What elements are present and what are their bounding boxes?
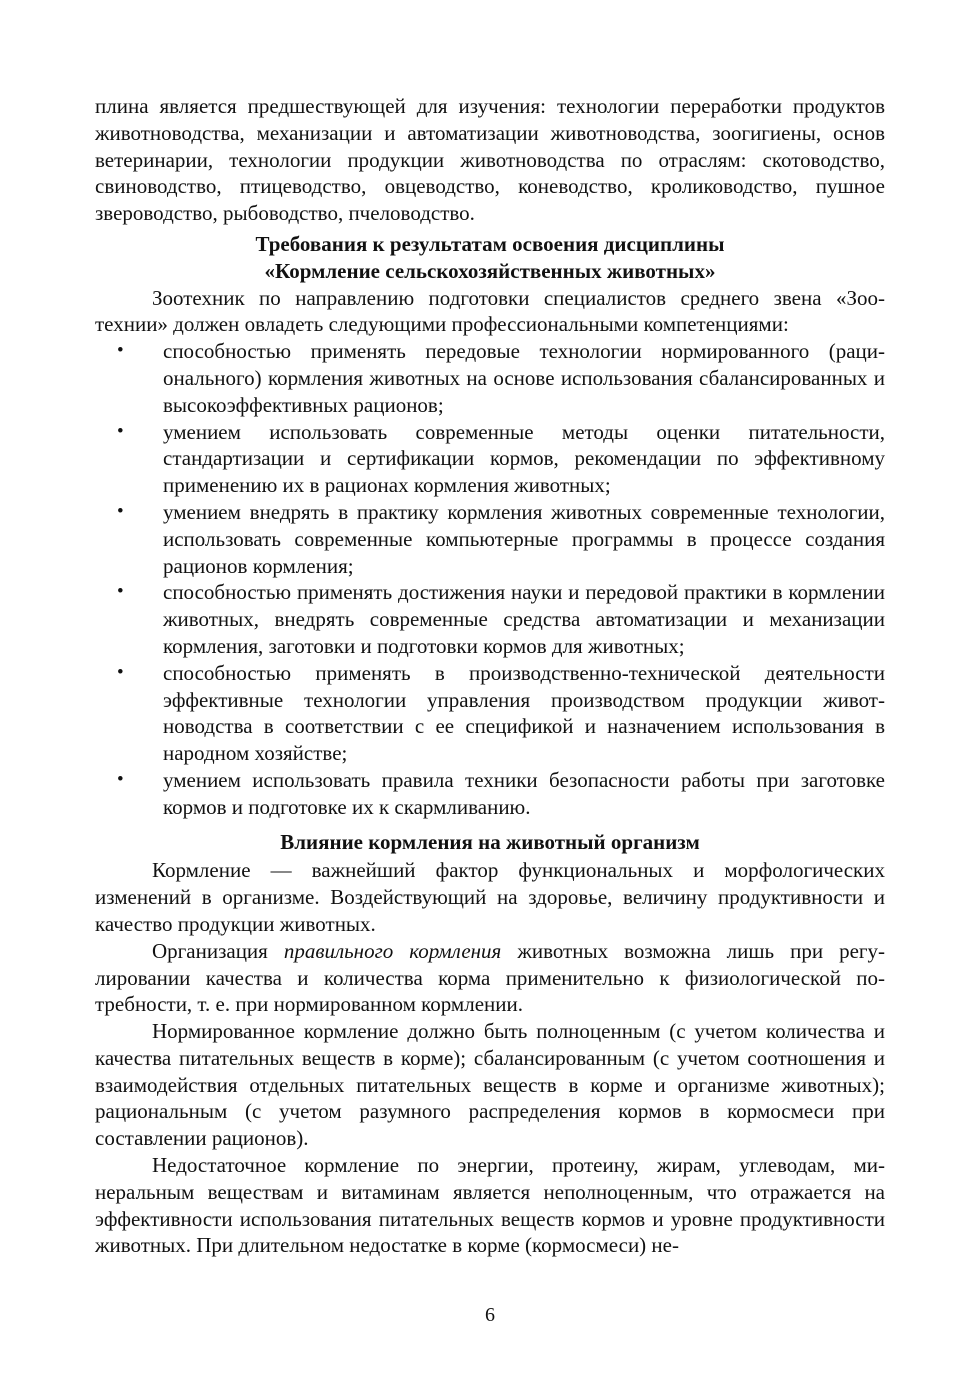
list-item-text: умением использовать современные методы оценки питательности, стандартизации и сертификации кормов, рекомендации по эффективному применению их в рационах кормления животных;	[163, 419, 885, 498]
competencies-list	[95, 338, 885, 820]
section-heading-requirements	[95, 231, 885, 285]
competencies-lead-paragraph: Зоотехник по направлению подготовки специалистов среднего звена «Зоотехнии» должен овладеть следующими профессиональными компетенциями:	[95, 285, 885, 337]
bullet-icon: •	[117, 500, 124, 522]
paragraph-text-start: Организация	[152, 938, 284, 963]
feeding-paragraph-1: Кормление — важнейший фактор функциональных и морфологических изменений в организме. Воздействующий на здоровье, величину продуктивности и качество продукции животных.	[95, 858, 885, 936]
page-number: 6	[485, 1304, 495, 1326]
feeding-paragraph-2	[95, 938, 885, 1018]
list-item	[95, 499, 885, 579]
bullet-icon: •	[117, 420, 124, 442]
paragraph-text-end: животных возможна лишь при регулировании качества и количества корма применительно к физиологической потребности, т. е. при нормированном кормлении.	[95, 938, 886, 1017]
page-body	[95, 93, 885, 1259]
list-item	[95, 419, 885, 499]
list-item-text: способностью применять достижения науки и передовой практики в кормлении животных, внедрять современные средства автоматизации и механизации кормления, заготовки и подготовки кормов для животных;	[163, 580, 885, 658]
bullet-icon: •	[117, 340, 124, 362]
list-item	[95, 579, 885, 659]
list-item-text: умением внедрять в практику кормления животных современные технологии, использовать современные компьютерные программы в процессе создания рационов кормления;	[163, 499, 885, 578]
bullet-icon: •	[117, 768, 124, 790]
bullet-icon: •	[117, 581, 124, 603]
section-heading-line-2: «Кормление сельскохозяйственных животных»	[264, 258, 716, 283]
section-heading-line-1: Требования к результатам освоения дисциплины	[255, 231, 725, 256]
feeding-paragraph-3: Нормированное кормление должно быть полноценным (с учетом количества и качества питательных веществ в корме); сбалансированным (с учетом соотношения и взаимодействия отдельных питательных веществ в корме и организме животных); рациональным (с учетом разумного распределения кормов в кормосмеси при составлении рационов).	[95, 1019, 885, 1151]
intro-paragraph: плина является предшествующей для изучения: технологии переработки продуктов животноводства, механизации и автоматизации животноводства, зоогигиены, основ ветеринарии, технологии продукции животноводства по отраслям: скотоводство, свиноводство, птицеводство, овцеводство, коневодство, кролиководство, пушное звероводство, рыбоводство, пчеловодство.	[95, 94, 885, 226]
feeding-paragraph-4: Недостаточное кормление по энергии, протеину, жирам, углеводам, минеральным веществам и витаминам является неполноценным, что отражается на эффективности использования питательных веществ кормов и уровне продуктивности животных. При длительном недостатке в корме (кормосмеси) не-	[95, 1153, 885, 1258]
bullet-icon: •	[117, 661, 124, 683]
list-item-text: способностью применять в производственно-технической деятельности эффективные технологии управления производством продукции животноводства в соответствии с ее спецификой и назначением использования в народном хозяйстве;	[163, 660, 885, 766]
list-item-text: умением использовать правила техники безопасности работы при заготовке кормов и подготовке их к скармливанию.	[163, 767, 885, 819]
section-heading-feeding-influence: Влияние кормления на животный организм	[280, 829, 700, 854]
list-item	[95, 338, 885, 418]
list-item	[95, 660, 885, 767]
emphasized-term: правильного кормления	[283, 938, 502, 963]
list-item-text: способностью применять передовые технологии нормированного (рационального) кормления животных на основе использования сбалансированных и высокоэффективных рационов;	[163, 339, 885, 417]
list-item	[95, 767, 885, 821]
